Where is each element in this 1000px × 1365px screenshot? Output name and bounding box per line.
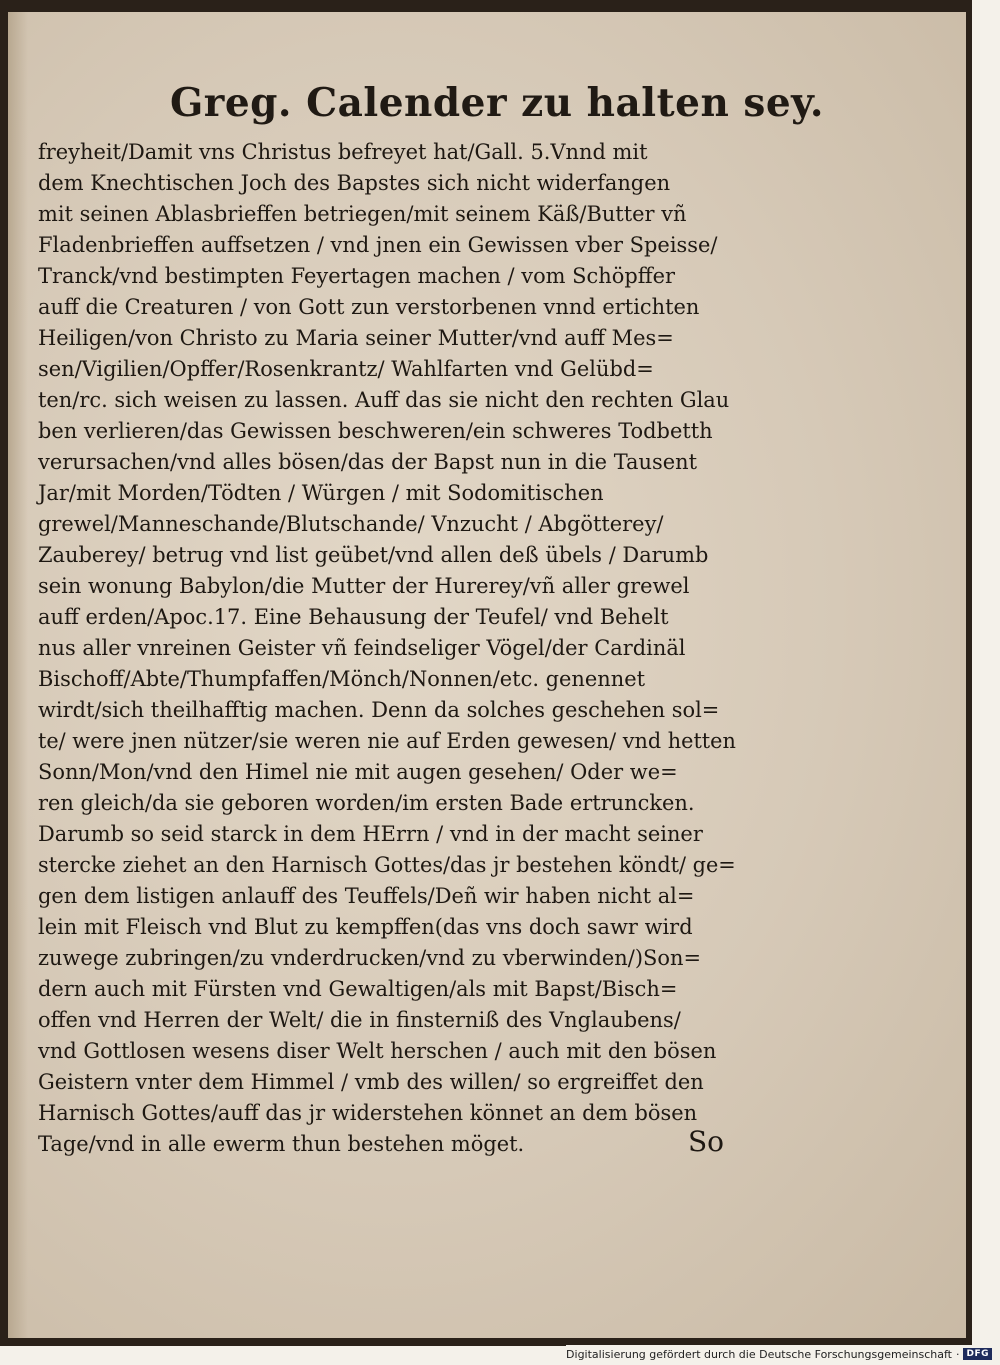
text-line: ten/rc. sich weisen zu lassen. Auff das sie nicht den rechten Glau (38, 388, 730, 412)
text-line: Zauberey/ betrug vnd list geübet/vnd allen deß übels / Darumb (38, 543, 709, 567)
text-line: sen/Vigilien/Opffer/Rosenkrantz/ Wahlfarten vnd Gelübd= (38, 357, 654, 381)
footer-separator: · (955, 1347, 960, 1361)
footer-credit-text: Digitalisierung gefördert durch die Deutsche Forschungsgemeinschaft (566, 1347, 952, 1361)
text-line: offen vnd Herren der Welt/ die in finsterniß des Vnglaubens/ (38, 1008, 681, 1032)
text-line: ren gleich/da sie geboren worden/im ersten Bade ertruncken. (38, 791, 695, 815)
dfg-logo-icon: DFG (963, 1348, 992, 1360)
text-line: Sonn/Mon/vnd den Himel nie mit augen gesehen/ Oder we= (38, 760, 678, 784)
text-line: sein wonung Babylon/die Mutter der Hurerey/vñ aller grewel (38, 574, 690, 598)
text-line: auff erden/Apoc.17. Eine Behausung der Teufel/ vnd Behelt (38, 605, 669, 629)
text-line: Harnisch Gottes/auff das jr widerstehen könnet an dem bösen (38, 1101, 698, 1125)
text-line: Fladenbrieffen auffsetzen / vnd jnen ein Gewissen vber Speisse/ (38, 233, 718, 257)
text-line: nus aller vnreinen Geister vñ feindseliger Vögel/der Cardinäl (38, 636, 686, 660)
text-line: freyheit/Damit vns Christus befreyet hat/Gall. 5.Vnnd mit (38, 140, 648, 164)
text-line: Tranck/vnd bestimpten Feyertagen machen / vom Schöpffer (38, 264, 676, 288)
text-line: vnd Gottlosen wesens diser Welt herschen / auch mit den bösen (38, 1039, 717, 1063)
body-text (38, 137, 738, 1160)
text-line: stercke ziehet an den Harnisch Gottes/das jr bestehen köndt/ ge= (38, 853, 736, 877)
text-line: dem Knechtischen Joch des Bapstes sich nicht widerfangen (38, 171, 671, 195)
text-line: wirdt/sich theilhafftig machen. Denn da solches geschehen sol= (38, 698, 720, 722)
text-line: lein mit Fleisch vnd Blut zu kempffen(das vns doch sawr wird (38, 915, 693, 939)
text-line: Darumb so seid starck in dem HErrn / vnd in der macht seiner (38, 822, 703, 846)
text-line: Jar/mit Morden/Tödten / Würgen / mit Sodomitischen (38, 481, 604, 505)
text-line: auff die Creaturen / von Gott zun verstorbenen vnnd ertichten (38, 295, 700, 319)
page-gutter-shadow (8, 12, 28, 1338)
text-line: verursachen/vnd alles bösen/das der Bapst nun in die Tausent (38, 450, 698, 474)
text-line: Geistern vnter dem Himmel / vmb des willen/ so ergreiffet den (38, 1070, 704, 1094)
text-line: Tage/vnd in alle ewerm thun bestehen möget. (38, 1132, 525, 1156)
text-line: grewel/Manneschande/Blutschande/ Vnzucht / Abgötterey/ (38, 512, 664, 536)
footer-credit (566, 1345, 992, 1363)
running-header: Greg. Calender zu halten sey. (170, 80, 824, 126)
text-line: ben verlieren/das Gewissen beschweren/ein schweres Todbetth (38, 419, 713, 443)
text-line: Bischoff/Abte/Thumpfaffen/Mönch/Nonnen/etc. genennet (38, 667, 646, 691)
text-line: gen dem listigen anlauff des Teuffels/Deñ wir haben nicht al= (38, 884, 695, 908)
text-line: dern auch mit Fürsten vnd Gewaltigen/als mit Bapst/Bisch= (38, 977, 678, 1001)
catchword: So (688, 1125, 725, 1158)
text-line: mit seinen Ablasbrieffen betriegen/mit seinem Käß/Butter vñ (38, 202, 687, 226)
text-line: Heiligen/von Christo zu Maria seiner Mutter/vnd auff Mes= (38, 326, 674, 350)
text-line: te/ were jnen nützer/sie weren nie auf Erden gewesen/ vnd hetten (38, 729, 736, 753)
text-line: zuwege zubringen/zu vnderdrucken/vnd zu vberwinden/)Son= (38, 946, 701, 970)
